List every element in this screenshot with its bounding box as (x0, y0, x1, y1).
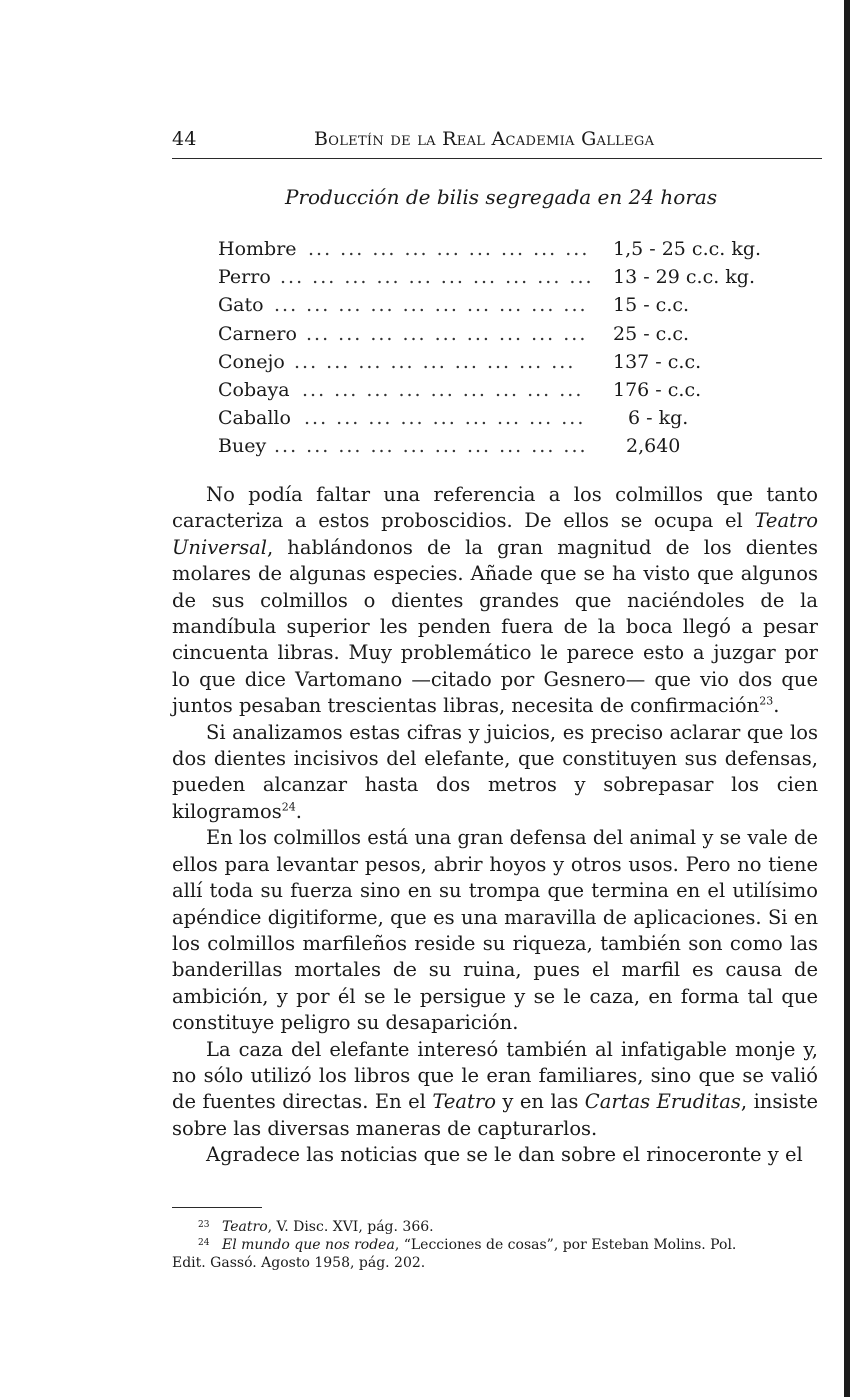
animal-name: Hombre (218, 238, 297, 260)
bile-value: 1,5 - 25 c.c. kg. (613, 238, 762, 260)
leader-dots: ... ... ... ... ... ... ... ... ... (308, 238, 590, 260)
bile-production-table (218, 238, 798, 464)
footnote-ref: 24 (281, 800, 296, 814)
paragraph-text: La caza del elefante interesó también al infatigable monje y, no sólo utilizó los libros que le eran familiares, sino que se valió de fuentes directas. En el (172, 1037, 818, 1114)
table-row (218, 407, 798, 435)
paragraph (172, 482, 818, 720)
paragraph-text: y en las (495, 1090, 585, 1114)
bile-value: 176 - c.c. (613, 378, 702, 401)
animal-name: Conejo (218, 350, 285, 373)
bile-value: 13 - 29 c.c. kg. (613, 266, 756, 289)
header-rule (172, 158, 822, 159)
animal-name: Perro (218, 266, 271, 289)
body-text (172, 482, 818, 1169)
animal-name: Buey (218, 435, 267, 458)
work-title: Cartas Eruditas (584, 1090, 741, 1114)
work-title: El mundo que nos rodea (222, 1237, 395, 1253)
bile-value: 137 - c.c. (613, 350, 702, 373)
leader-dots: ... ... ... ... ... ... ... ... ... ... (274, 435, 588, 458)
bile-value: 2,640 (626, 435, 681, 458)
table-title: Producción de bilis segregada en 24 horas (285, 185, 718, 209)
leader-dots: ... ... ... ... ... ... ... ... ... (294, 350, 576, 373)
paragraph-text: Si analizamos estas cifras y juicios, es preciso aclarar que los dos dientes incisivos del elefante, que constituyen sus defensas, pueden alcanzar hasta dos metros y sobrepasar los cien kilogramos (172, 720, 818, 823)
journal-title: Boletín de la Real Academia Gallega (314, 128, 655, 150)
paragraph-text: . (773, 694, 780, 718)
leader-dots: ... ... ... ... ... ... ... ... ... ... (274, 294, 588, 317)
table-row (218, 323, 798, 351)
leader-dots: ... ... ... ... ... ... ... ... ... (304, 407, 586, 430)
animal-name: Cobaya (218, 378, 290, 401)
animal-name: Gato (218, 294, 264, 317)
table-row (218, 379, 798, 407)
table-row (218, 266, 798, 294)
work-title: Teatro Universal (172, 509, 818, 559)
paragraph-text: No podía faltar una referencia a los colmillos que tanto caracteriza a estos proboscidios. De ellos se ocupa el (172, 483, 818, 533)
paragraph-text: . (295, 799, 302, 823)
work-title: Teatro (222, 1219, 268, 1235)
paragraph: En los colmillos está una gran defensa del animal y se vale de ellos para levantar pesos, abrir hoyos y otros usos. Pero no tiene allí toda su fuerza sino en su trompa que termina en el utilísimo apéndice digitiforme, que es una maravilla de aplicaciones. Si en los colmillos marfileños reside su riqueza, también son como las banderillas mortales de su ruina, pues el marfil es causa de ambición, y por él se le persigue y se le caza, en forma tal que constituye peligro su desaparición. (172, 826, 818, 1035)
footnote-rule (172, 1207, 262, 1208)
footnote-ref: 23 (759, 694, 774, 708)
footnote-text: , “Lecciones de cosas”, por Esteban Molins. Pol. (394, 1237, 737, 1253)
bile-value: 25 - c.c. (613, 322, 690, 345)
bile-value: 15 - c.c. (613, 294, 690, 317)
animal-name: Caballo (218, 407, 291, 430)
work-title: Teatro (432, 1090, 496, 1114)
bile-value: 6 - kg. (628, 407, 689, 430)
footnote (172, 1218, 818, 1236)
footnote-mark: 24 (198, 1238, 210, 1248)
footnotes (172, 1218, 818, 1272)
paragraph-text: , hablándonos de la gran magnitud de los dientes molares de algunas especies. Añade que se ha visto que algunos de sus colmillos o dientes grandes que naciéndoles de la mandíbula superior les penden fuera de la boca llegó a pesar cincuenta libras. Muy problemático le parece esto a juzgar por lo que dice Vartomano —citado por Gesnero— que vio dos que juntos pesaban trescientas libras, necesita de confirmación (172, 535, 818, 718)
page-number: 44 (172, 128, 197, 150)
footnote-continuation: Edit. Gassó. Agosto 1958, pág. 202. (172, 1255, 426, 1271)
page-edge-border (844, 0, 850, 1397)
leader-dots: ... ... ... ... ... ... ... ... ... ... (280, 266, 594, 289)
paragraph-text: , insiste sobre las diversas maneras de capturarlos. (172, 1090, 818, 1140)
leader-dots: ... ... ... ... ... ... ... ... ... (302, 378, 584, 401)
paragraph: Agradece las noticias que se le dan sobre el rinoceronte y el (206, 1143, 803, 1167)
table-row (218, 294, 798, 322)
table-row (218, 435, 798, 463)
footnote-text: , V. Disc. XVI, pág. 366. (267, 1219, 434, 1235)
table-row (218, 351, 798, 379)
footnote (172, 1236, 818, 1254)
table-row (218, 238, 798, 266)
paragraph (172, 720, 818, 826)
animal-name: Carnero (218, 322, 297, 345)
paragraph (172, 1037, 818, 1143)
leader-dots: ... ... ... ... ... ... ... ... ... (306, 322, 588, 345)
footnote-mark: 23 (198, 1220, 210, 1230)
